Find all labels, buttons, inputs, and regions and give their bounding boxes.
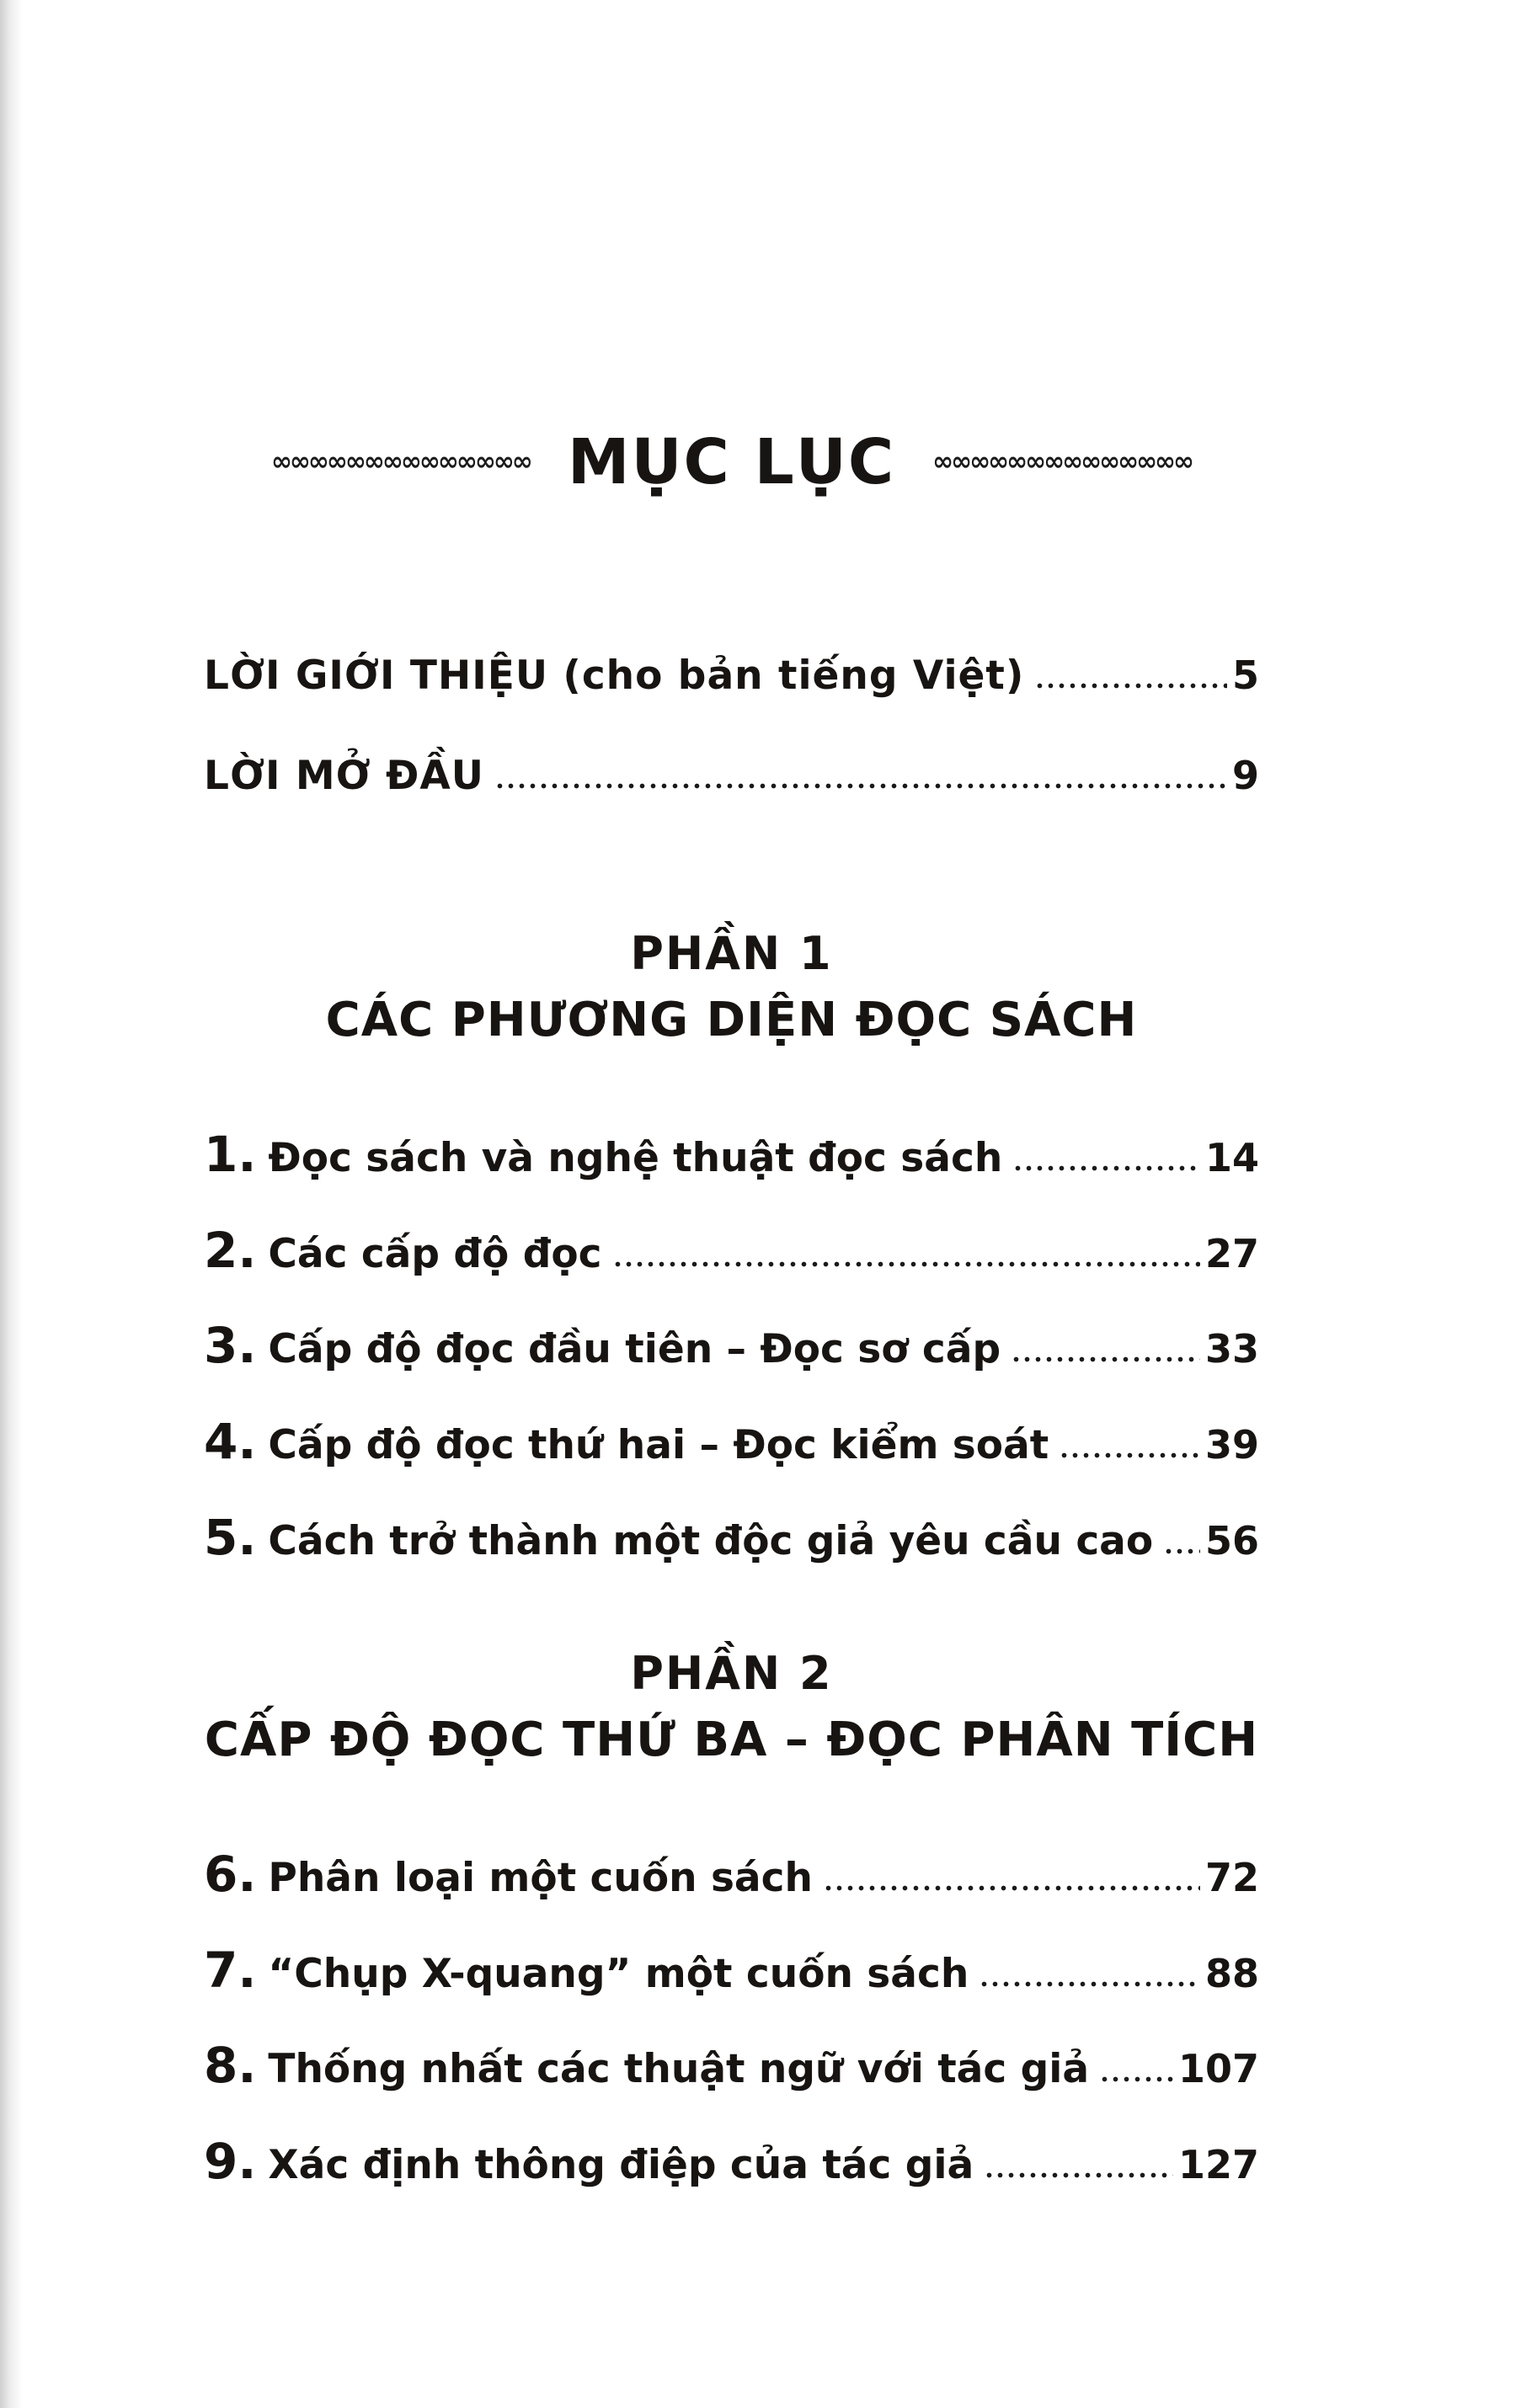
chapter-title: Cấp độ đọc đầu tiên – Đọc sơ cấp [268, 1326, 1001, 1373]
toc-entry-6 [204, 1846, 1259, 1905]
dot-leader [612, 1261, 1200, 1267]
chapter-title: Thống nhất các thuật ngữ với tác giả [268, 2046, 1090, 2093]
section-part-2 [204, 1647, 1259, 2191]
chapter-title: Đọc sách và nghệ thuật đọc sách [268, 1135, 1003, 1182]
dot-leader [494, 783, 1227, 789]
dot-leader [1012, 1165, 1200, 1171]
toc-entry-intro [204, 652, 1259, 701]
ornament-left-icon: ∞∞∞∞∞∞∞∞∞∞∞∞∞∞ [270, 446, 531, 478]
chapter-title: Các cấp độ đọc [268, 1230, 602, 1277]
page-number: 9 [1231, 752, 1259, 798]
chapter-title: Phân loại một cuốn sách [268, 1855, 813, 1902]
page-number: 33 [1204, 1326, 1259, 1372]
toc-entry-3 [204, 1317, 1259, 1376]
front-matter [204, 652, 1259, 802]
page-number: 107 [1177, 2046, 1259, 2092]
part-subtitle: CÁC PHƯƠNG DIỆN ĐỌC SÁCH [325, 993, 1138, 1048]
chapter-title: Xác định thông điệp của tác giả [268, 2142, 974, 2189]
page-header [204, 425, 1259, 500]
toc-content [204, 0, 1259, 2192]
toc-entry-label: LỜI MỞ ĐẦU [204, 752, 484, 799]
dot-leader [979, 1981, 1200, 1987]
dot-leader [1034, 683, 1227, 689]
toc-entry-preface [204, 752, 1259, 802]
toc-entry-9 [204, 2133, 1259, 2192]
chapter-number: 6. [204, 1846, 257, 1904]
part-entries [204, 1846, 1259, 2191]
page-number: 88 [1204, 1950, 1259, 1996]
dot-leader [1011, 1356, 1200, 1362]
part-entries [204, 1126, 1259, 1567]
toc-entry-4 [204, 1413, 1259, 1472]
page-number: 72 [1204, 1855, 1259, 1901]
page-number: 5 [1231, 652, 1259, 698]
chapter-number: 9. [204, 2133, 257, 2191]
page-number: 56 [1204, 1517, 1259, 1564]
chapter-number: 8. [204, 2037, 257, 2095]
toc-entry-7 [204, 1942, 1259, 2000]
chapter-number: 3. [204, 1317, 257, 1375]
part-heading: PHẦN 1 [630, 927, 833, 981]
chapter-number: 5. [204, 1508, 257, 1566]
page-number: 14 [1204, 1135, 1259, 1181]
dot-leader [823, 1885, 1200, 1891]
page-number: 127 [1177, 2142, 1259, 2188]
page-number: 39 [1204, 1422, 1259, 1468]
section-part-1 [204, 927, 1259, 1567]
chapter-title: “Chụp X-quang” một cuốn sách [268, 1950, 969, 1997]
chapter-title: Cấp độ đọc thứ hai – Đọc kiểm soát [268, 1422, 1049, 1469]
part-subtitle: CẤP ĐỘ ĐỌC THỨ BA – ĐỌC PHÂN TÍCH [204, 1713, 1259, 1768]
toc-entry-8 [204, 2037, 1259, 2096]
toc-entry-5 [204, 1509, 1259, 1568]
toc-entry-2 [204, 1222, 1259, 1281]
dot-leader [984, 2172, 1173, 2178]
page-edge-shadow [0, 0, 22, 2408]
chapter-number: 4. [204, 1413, 257, 1471]
chapter-title: Cách trở thành một độc giả yêu cầu cao [268, 1517, 1154, 1564]
chapter-number: 1. [204, 1126, 257, 1184]
chapter-number: 7. [204, 1941, 257, 1999]
dot-leader [1099, 2076, 1173, 2082]
page-number: 27 [1204, 1230, 1259, 1276]
toc-entry-label: LỜI GIỚI THIỆU (cho bản tiếng Việt) [204, 652, 1025, 699]
dot-leader [1163, 1548, 1200, 1554]
part-heading: PHẦN 2 [630, 1647, 833, 1701]
toc-entry-1 [204, 1126, 1259, 1185]
chapter-number: 2. [204, 1221, 257, 1279]
page-title: MỤC LỤC [567, 426, 896, 498]
ornament-right-icon: ∞∞∞∞∞∞∞∞∞∞∞∞∞∞ [932, 446, 1193, 478]
dot-leader [1059, 1452, 1200, 1458]
